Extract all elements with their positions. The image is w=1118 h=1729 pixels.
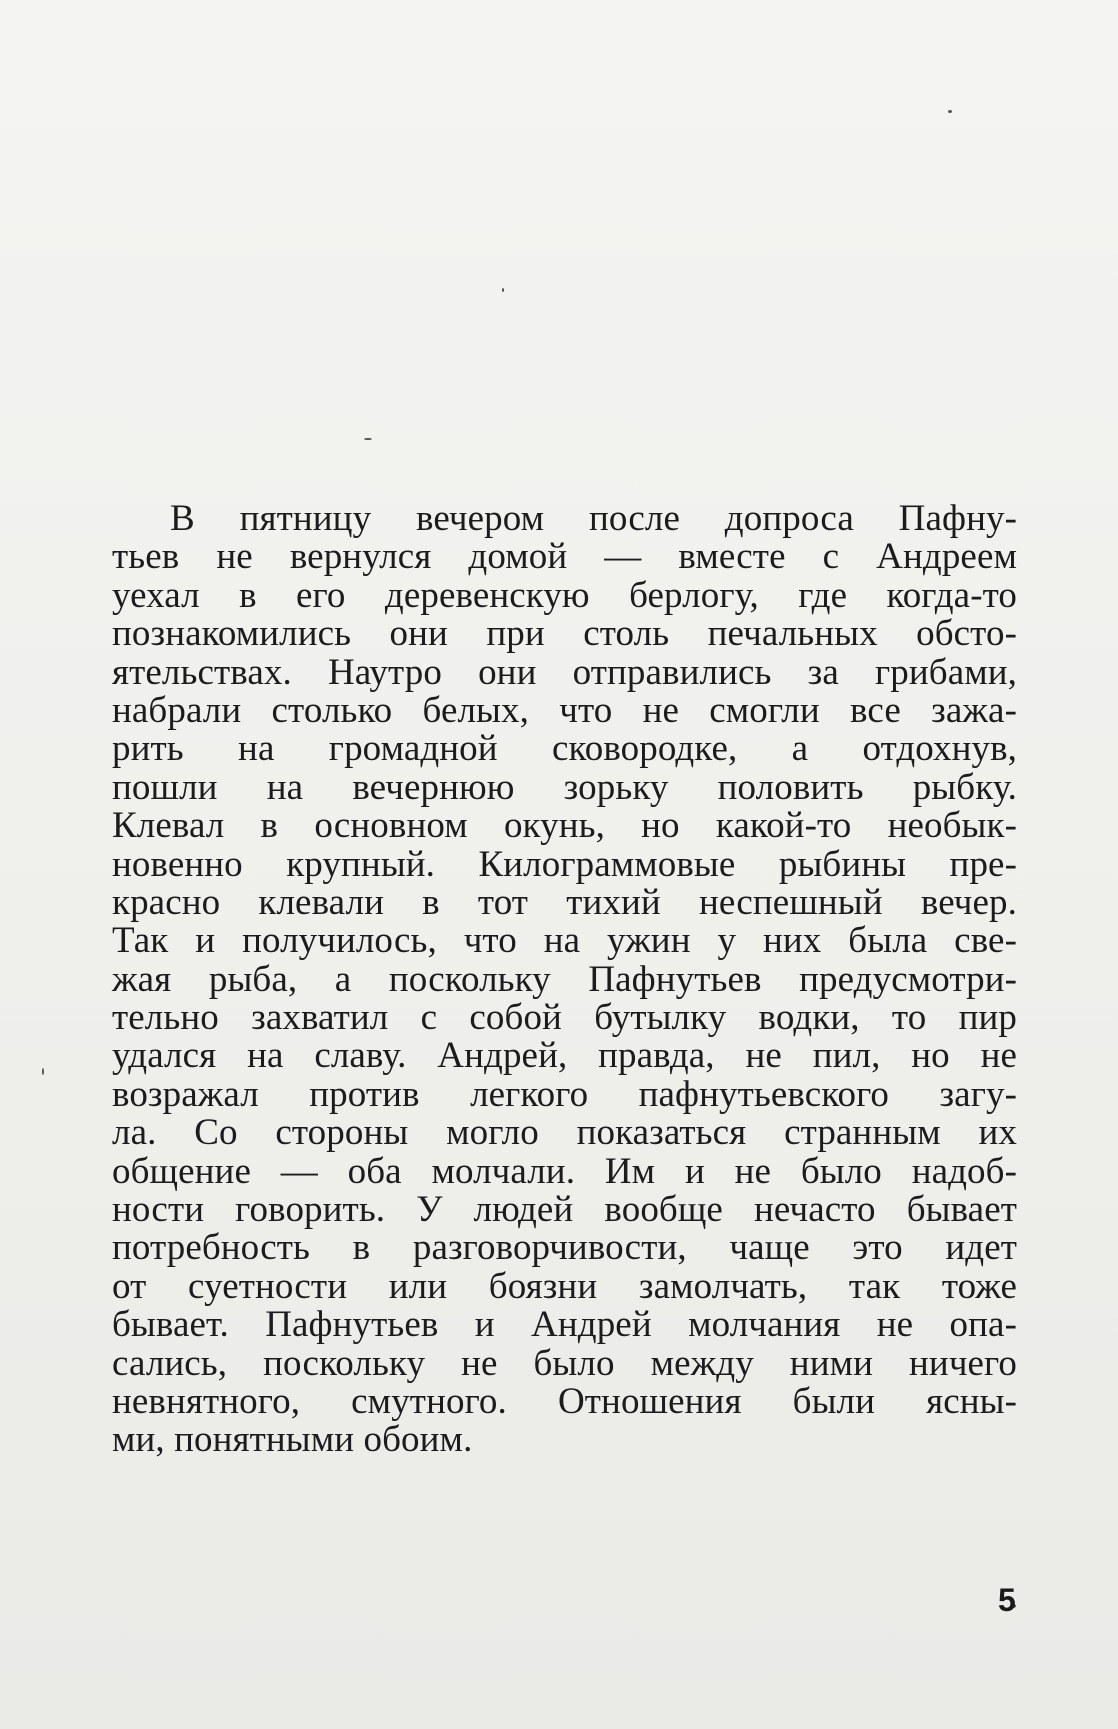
- text-line: потребность в разговорчивости, чаще это идет: [112, 1227, 1017, 1269]
- text-line: красно клевали в тот тихий неспешный вечер.: [112, 881, 1017, 923]
- text-line: возражал против легкого пафнутьевского загу-: [112, 1073, 1017, 1115]
- text-line: невнятного, смутного. Отношения были ясны-: [112, 1380, 1017, 1422]
- text-line: В пятницу вечером после допроса Пафну-: [170, 498, 1017, 539]
- print-speck: [42, 1068, 44, 1075]
- text-line: бывает. Пафнутьев и Андрей молчания не опа-: [112, 1304, 1017, 1346]
- print-speck: [502, 288, 504, 292]
- body-paragraph: [112, 500, 1017, 1460]
- text-line: познакомились они при столь печальных обсто-: [112, 613, 1017, 655]
- text-line: жая рыба, а поскольку Пафнутьев предусмотри-: [112, 958, 1017, 1000]
- page-number: 5: [998, 1582, 1016, 1618]
- text-line: новенно крупный. Килограммовые рыбины пре-: [112, 843, 1017, 885]
- text-line: ла. Со стороны могло показаться странным их: [112, 1112, 1017, 1154]
- print-speck: [364, 438, 372, 440]
- text-line: набрали столько белых, что не смогли все зажа-: [112, 689, 1017, 731]
- text-line: ми, понятными обоим.: [112, 1419, 473, 1461]
- text-line: Клевал в основном окунь, но какой-то необык-: [112, 805, 1017, 847]
- text-line: от суетности или боязни замолчать, так тоже: [112, 1265, 1017, 1307]
- text-line: тьев не вернулся домой — вместе с Андреем: [112, 536, 1017, 578]
- text-line: ятельствах. Наутро они отправились за грибами,: [112, 651, 1017, 693]
- text-line: пошли на вечернюю зорьку половить рыбку.: [112, 766, 1017, 808]
- text-line: тельно захватил с собой бутылку водки, то пир: [112, 997, 1017, 1039]
- text-line: рить на громадной сковородке, а отдохнув,: [112, 728, 1017, 770]
- text-line: уехал в его деревенскую берлогу, где когда-то: [112, 574, 1017, 616]
- text-line: удался на славу. Андрей, правда, не пил, но не: [112, 1035, 1017, 1077]
- text-line: Так и получилось, что на ужин у них была све-: [112, 920, 1017, 962]
- text-line: общение — оба молчали. Им и не было надоб-: [112, 1150, 1017, 1192]
- text-line: ности говорить. У людей вообще нечасто бывает: [112, 1189, 1017, 1231]
- text-line: сались, поскольку не было между ними ничего: [112, 1342, 1017, 1384]
- print-speck: [948, 110, 952, 113]
